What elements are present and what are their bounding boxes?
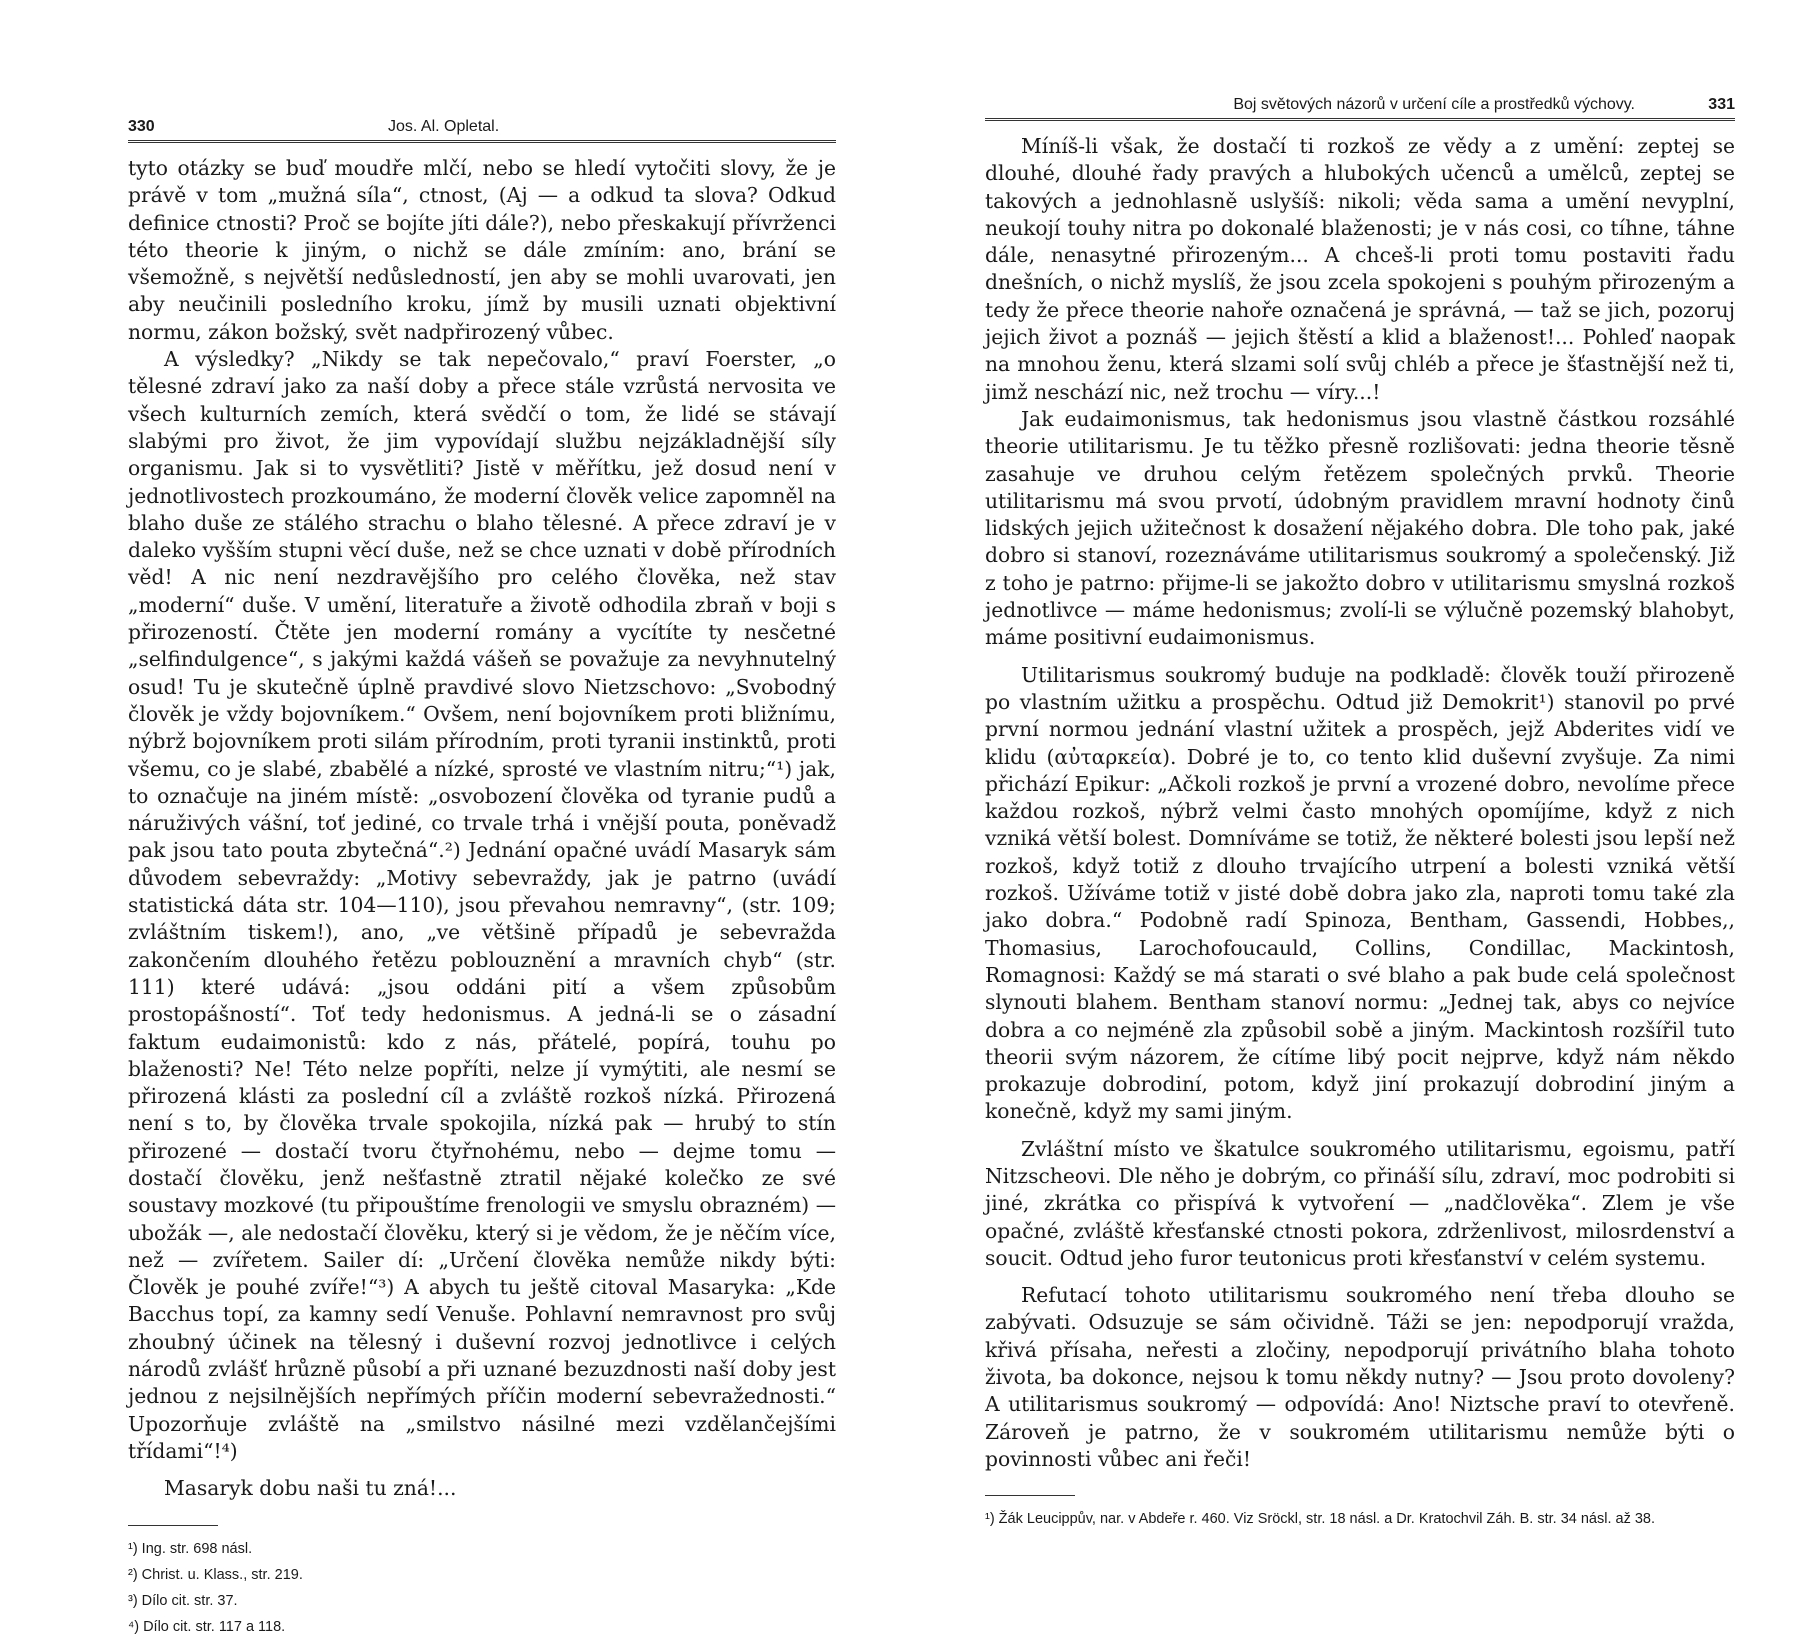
footnote: ¹) Žák Leucippův, nar. v Abdeře r. 460. Viz Sröckl, str. 18 násl. a Dr. Kratochvil Záh. B. str. 34 násl. až 38. [985, 1511, 1656, 1528]
paragraph: tyto otázky se buď moudře mlčí, nebo se hledí vytočiti slovy, že je právě v tom „mužná síla“, ctnost, (Aj — a odkud ta slova? Odkud definice ctnosti? Proč se bojíte jíti dále?), nebo přeskakují přívrženci této theorie k jiným, o nichž se dále zmíním: ano, brání se všemožně, s největší nedůsledností, jen aby se mohli uvarovati, jen aby neučinili posledního kroku, jímž by musili uznati objektivní normu, zákon božský, svět nadpřirozený vůbec. [128, 156, 836, 344]
footnotes-left [128, 1536, 836, 1640]
paragraph: Refutací tohoto utilitarismu soukromého není třeba dlouho se zabývati. Odsuzuje se sám očividně. Táži se jen: nepodporují vražda, křivá přísaha, neřesti a zločiny, nepodporují privátního blaha tohoto života, ba dokonce, nejsou k tomu někdy nutny? — Jsou proto dovoleny? A utilitarismus soukromý — odpovídá: Ano! Niztsche praví to otevřeně. Zároveň je patrno, že v soukromém utilitarismu nemůže býti o povinnosti vůbec ani řeči! [985, 1283, 1735, 1471]
footnote: ¹) Ing. str. 698 násl. [128, 1540, 253, 1557]
body-text-left [128, 155, 836, 1503]
running-title-right: Boj světových názorů v určení cíle a prostředků výchovy. [1233, 96, 1635, 113]
footnote: ⁴) Dílo cit. str. 117 a 118. [128, 1618, 286, 1635]
running-header-left [128, 108, 836, 143]
running-title-left: Jos. Al. Opletal. [388, 118, 500, 135]
paragraph: Míníš-li však, že dostačí ti rozkoš ze vědy a z umění: zeptej se dlouhé, dlouhé řady pravých a hlubokých učenců a umělců, zeptej se takových a jednohlasně uslyšíš: nikoli; věda sama a umění nevyplní, neukojí touhy nitra po dokonalé blaženosti; je v nás cosi, co tíhne, táhne dále, nenasytné přirozeným... A chceš-li proti tomu postaviti řadu dnešních, o nichž myslíš, že jsou zcela spokojeni s pouhým přirozeným a tedy že přece theorie nahoře označená je správná, — taž se jich, pozoruj jejich život a poznáš — jejich štěstí a klid a blaženost!... Pohleď naopak na mnohou ženu, která slzami solí svůj chléb a přece je šťastnější než ti, jimž neschází nic, než trochu — víry...! [985, 134, 1735, 404]
page-number-left: 330 [128, 118, 155, 135]
running-header-right [985, 86, 1735, 121]
paragraph: A výsledky? „Nikdy se tak nepečovalo,“ praví Foerster, „o tělesné zdraví jako za naší doby a přece stále vzrůstá nervosita ve všech kulturních zemích, která svědčí o tom, že lidé se stávají slabými pro život, že jim vypovídají službu nejzákladnější síly organismu. Jak si to vysvětliti? Jistě v měřítku, jež dosud není v jednotlivostech prozkoumáno, že moderní člověk velice zapomněl na blaho duše ze stálého strachu o blaho tělesné. A přece zdraví je v daleko vyšším stupni věcí duše, než se chce uznati v době přírodních věd! A nic není nezdravějšího pro celého člověka, než stav „moderní“ duše. V umění, literatuře a životě odhodila zbraň v boji s přirozeností. Čtěte jen moderní romány a vycítíte ty nesčetné „selfindulgence“, s jakými každá vášeň se považuje za nevyhnutelný osud! Tu je skutečně úplně pravdivé slovo Nietzschovo: „Svobodný člověk je vždy bojovníkem.“ Ovšem, není bojovníkem proti bližnímu, nýbrž bojovníkem proti silám přírodním, proti tyranii instinktů, proti všemu, co je slabé, zbabělé a nízké, sprosté ve vlastním nitru;“¹) jak, to označuje na jiném místě: „osvobození člověka od tyranie pudů a náruživých vášní, toť jediné, co trvale trhá i vnější pouta, poněvadž pak jsou tato pouta zbytečná“.²) Jednání opačné uvádí Masaryk sám důvodem sebevraždy: „Motivy sebevraždy, jak je patrno (uvádí statistická dáta str. 104—110), jsou převahou nemravny“, (str. 109; zvláštním tiskem!), ano, „ve většině případů je sebevražda zakončením dlouhého řetězu poblouznění a mravních chyb“ (str. 111) které udává: „jsou oddáni pití a všem způsobům prostopášností“. Toť tedy hedonismus. A jedná-li se o zásadní faktum eudaimonistů: kdo z nás, přátelé, popírá, touhu po blaženosti? Ne! Této nelze popříti, nelze jí vymýtiti, ale nesmí se přirozená klásti za poslední cíl a zvláště rozkoš nízká. Přirozená není s to, by člověka trvale spokojila, nízká pak — hrubý to stín přirozené — dostačí tvoru čtyřnohému, nebo — dejme tomu — dostačí člověku, jenž nešťastně ztratil nějaké kolečko ze své soustavy mozkové (tu připouštíme frenologii ve smyslu obrazném) — ubožák —, ale nedostačí člověku, který si je vědom, že je něčím více, než — zvířetem. Sailer dí: „Určení člověka nemůže nikdy býti: Člověk je pouhé zvíře!“³) A abych tu ještě citoval Masaryka: „Kde Bacchus topí, za kamny sedí Venuše. Pohlavní nemravnost pro svůj zhoubný účinek na tělesný i duševní rozvoj jednotlivce i celých národů zvlášť hrůzně působí a při uznané bezuzdnosti naší doby jest jednou z nejsilnějších nepřímých příčin moderní sebevražednosti.“ Upozorňuje zvláště na „smilstvo násilné mezi vzdělančejšími třídami“!⁴) [128, 347, 836, 1463]
footnote: ³) Dílo cit. str. 37. [128, 1592, 238, 1609]
footnotes-right [985, 1506, 1735, 1532]
paragraph: Masaryk dobu naši tu zná!... [164, 1476, 457, 1501]
body-text-right [985, 133, 1735, 1473]
left-page [128, 0, 836, 1640]
right-page [985, 0, 1735, 1532]
page-number-right: 331 [1708, 96, 1735, 113]
footnote-divider [128, 1525, 218, 1526]
paragraph: Utilitarismus soukromý buduje na podkladě: člověk touží přirozeně po vlastním užitku a prospěchu. Odtud již Demokrit¹) stanovil po prvé první normou jednání vlastní užitek a prospěch, jejž Abderites vidí ve klidu (αὐταρκεία). Dobré je to, co tento klid duševní zvyšuje. Za nimi přichází Epikur: „Ačkoli rozkoš je první a vrozené dobro, nevolíme přece každou rozkoš, nýbrž velmi často mnohých opomíjíme, když z nich vzniká větší bolest. Domníváme se totiž, že některé bolesti jsou lepší než rozkoš, když totiž z dlouho trvajícího utrpení a bolesti vzniká větší rozkoš. Užíváme totiž v jisté době dobra jako zla, naproti tomu také zla jako dobra.“ Podobně radí Spinoza, Bentham, Gassendi, Hobbes,, Thomasius, Larochofoucauld, Collins, Condillac, Mackintosh, Romagnosi: Každý se má starati o své blaho a pak bude celá společnost slynouti blahem. Bentham stanoví normu: „Jednej tak, abys co nejvíce dobra a co nejméně zla způsobil sobě a jiným. Mackintosh rozšířil tuto theorii svým názorem, že cítíme libý pocit nejprve, když nám někdo prokazuje dobrodiní, potom, když jiní prokazují dobrodiní jiným a konečně, když my sami jiným. [985, 662, 1735, 1124]
paragraph: Jak eudaimonismus, tak hedonismus jsou vlastně částkou rozsáhlé theorie utilitarismu. Je tu těžko přesně rozlišovati: jedna theorie těsně zasahuje ve druhou celým řetězem společných prvků. Theorie utilitarismu má svou prvotí, údobným pravidlem mravní hodnoty činů lidských jejich užitečnost k dosažení nějakého dobra. Dle toho pak, jaké dobro si stanoví, rozeznáváme utilitarismus soukromý a společenský. Již z toho je patrno: přijme-li se jakožto dobro v utilitarismu smyslná rozkoš jednotlivce — máme hedonismus; zvolí-li se výlučně pozemský blahobyt, máme positivní eudaimonismus. [985, 406, 1735, 650]
footnote-divider [985, 1495, 1075, 1496]
paragraph: Zvláštní místo ve škatulce soukromého utilitarismu, egoismu, patří Nitzscheovi. Dle něho je dobrým, co přináší sílu, zdraví, moc podrobiti si jiné, zkrátka co přispívá k vytvoření — „nadčlověka“. Zlem je vše opačné, zvláště křesťanské ctnosti pokora, zdrženlivost, milosrdenství a soucit. Odtud jeho furor teutonicus proti křesťanství v celém systemu. [985, 1136, 1735, 1270]
footnote: ²) Christ. u. Klass., str. 219. [128, 1566, 303, 1583]
